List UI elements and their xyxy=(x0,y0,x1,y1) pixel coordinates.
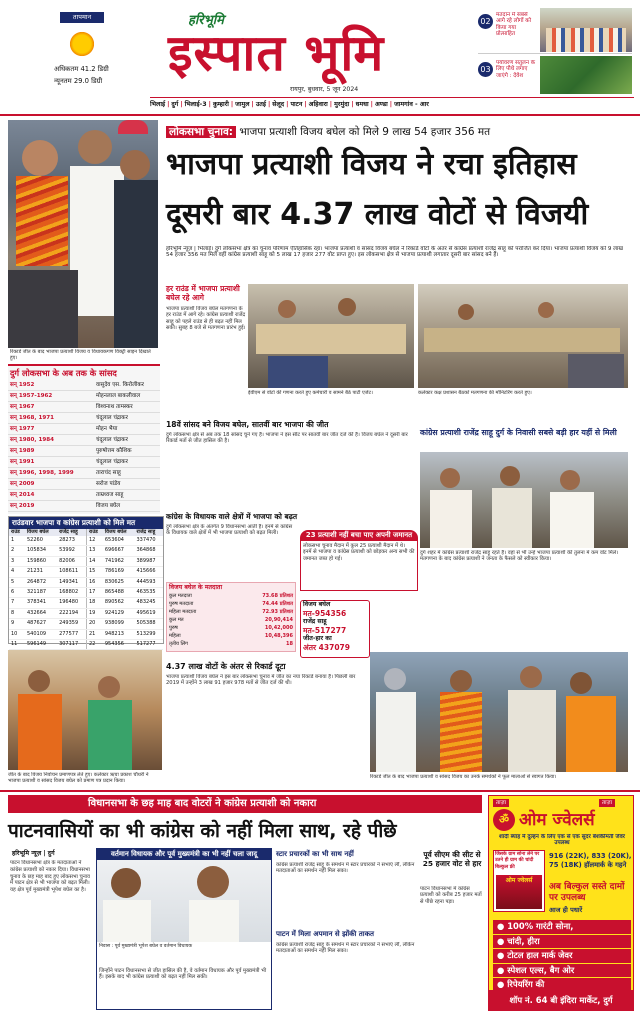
nav-rule xyxy=(150,97,634,98)
lead-photo-caption: रिकार्ड जीत के बाद भाजपा प्रत्याशी विजय व विधायकगण विक्ट्री साइन दिखाते हुए। xyxy=(10,349,151,361)
table-row xyxy=(9,629,86,639)
nav-separator: | xyxy=(208,101,211,108)
deposit-callout-text: लोकसभा चुनाव मैदान में कुल 25 प्रत्याशी मैदान में थे। इनमें से भाजपा व कांग्रेस प्रत्याशी को छोड़कर अन्य सभी की जमानत जब्त हो गई। xyxy=(300,541,418,591)
table-cell: सरोज पांडेय xyxy=(94,479,160,490)
teaser-number: 03 xyxy=(478,62,493,77)
table-cell: 21 xyxy=(87,629,103,639)
table-cell: 10,42,000 xyxy=(264,625,293,631)
table-cell: 389987 xyxy=(134,556,163,566)
table-cell: 505388 xyxy=(134,619,163,629)
kicker: लोकसभा चुनाव: xyxy=(166,126,236,138)
table-cell: पुरुषोत्तम कौशिक xyxy=(94,446,160,457)
result-box xyxy=(300,600,370,658)
weather-box xyxy=(16,12,146,104)
ad-bullet: ● चांदी, हीरा xyxy=(493,935,631,949)
bottom-col1: पाटन विधानसभा क्षेत्र के मतदाताओं ने कांग्रेस प्रत्याशी को नकार दिया। विधानसभा चुनाव के छह माह बाद हुए लोकसभा चुनाव में पाटन क्षेत्र से भी भाजपा को बढ़त मिली। यह क्षेत्र पूर्व मुख्यमंत्री भूपेश बघेल का है। xyxy=(10,860,90,894)
table-cell: सन् 1952 xyxy=(8,380,94,391)
table-row xyxy=(8,402,160,413)
table-cell: कुल मतदाता xyxy=(169,593,192,599)
ad-bullets xyxy=(493,920,631,993)
table-cell: 159860 xyxy=(25,556,57,566)
table-cell: 20,90,414 xyxy=(264,617,293,623)
table-cell: महिला मतदाता xyxy=(169,609,197,615)
nav-item[interactable]: अण्डा xyxy=(374,101,388,108)
dateline: रायपुर, बुधवार, 5 जून 2024 xyxy=(290,86,359,93)
table-cell: 513299 xyxy=(134,629,163,639)
nav-item[interactable]: पाटन xyxy=(290,101,303,108)
table-cell: 15 xyxy=(87,567,103,577)
table-header-cell: राजेंद्र साहू xyxy=(134,529,163,536)
table-row xyxy=(8,501,160,512)
certificate-caption: जीत के बाद विजय निर्वाचन प्रमाणपत्र लेते हुए। कलेक्टर ऋचा प्रकाश चौधरी ने भाजपा प्रत्याशी व सांसद विजय बघेल को प्रमाण पत्र प्रदान किया। xyxy=(8,772,149,785)
table-cell: 786169 xyxy=(103,567,135,577)
table-row xyxy=(9,640,86,650)
counting-photo-1-caption: ईवीएम से वोटों की गणना करते हुए कर्मचारी व सामने बैठे पार्टी एजेंट। xyxy=(248,390,373,396)
nav-item[interactable]: सेलूद xyxy=(272,101,285,108)
col3-head-2: पाटन में मिला अपमान से झोंकी ताकत xyxy=(276,930,374,938)
ad-offer-sub: आज ही पधारें xyxy=(549,906,583,914)
table-row xyxy=(167,600,295,608)
col4-text: पाटन विधानसभा में कांग्रेस प्रत्याशी को करीब 25 हजार मतों से पीछे रहना पड़ा। xyxy=(420,886,482,905)
table-row xyxy=(8,490,160,501)
mp-list-title: दुर्ग लोकसभा के अब तक के सांसद xyxy=(10,368,117,378)
bottom-byline: हरिभूमि न्यूज़ | दुर्ग xyxy=(12,850,55,857)
nav-item[interactable]: भिलाई-3 xyxy=(184,101,207,108)
min-temp: न्यूनतम 29.0 डिग्री xyxy=(54,77,103,85)
table-header-cell: विजय बघेल xyxy=(25,529,57,536)
col4-head: पूर्व सीएम की सीट से 25 हजार वोट से हार xyxy=(422,850,482,869)
table-cell: 7 xyxy=(9,598,25,608)
table-row xyxy=(167,632,295,640)
certificate-photo xyxy=(8,650,162,770)
lead-sub-1-text: भाजपा प्रत्याशी विजय बघेल मतगणना के हर राउंड में आगे रहे। कांग्रेस प्रत्याशी राजेंद्र साहू को पहले राउंड से ही बढ़त नहीं मिल सकी। सुबह 8 बजे से मतगणना प्रारंभ हुई। xyxy=(166,306,246,332)
counting-photo-2 xyxy=(418,284,628,388)
side-teaser-2[interactable] xyxy=(478,56,632,96)
lead-sub-2-head: 18वें सांसद बने विजय बघेल, सातवीं बार भाजपा की जीत xyxy=(166,420,329,429)
table-row xyxy=(8,380,160,391)
col3-text-2: कांग्रेस प्रत्याशी राजेंद्र साहू के समर्थन में स्टार प्रचारकों ने सभाएं लीं, लेकिन मतदाताओं का समर्थन नहीं मिल सका। xyxy=(276,942,415,955)
nav-item[interactable]: उतई xyxy=(255,101,266,108)
table-cell: महिला xyxy=(169,633,181,639)
round-table-right xyxy=(86,529,163,650)
patan-photo-caption: निवास : पूर्व मुख्यमंत्री भूपेश बघेल व वर्तमान विधायक xyxy=(99,944,193,949)
table-row xyxy=(9,546,86,556)
table-row xyxy=(8,391,160,402)
table-row xyxy=(9,598,86,608)
nav-item[interactable]: मुरमुंदा xyxy=(334,101,350,108)
table-row xyxy=(87,588,164,598)
table-cell: 653604 xyxy=(103,536,135,546)
ad-karat: 916 (22K), 833 (20K), 75 (18K) हॉलमार्क के गहने xyxy=(549,852,632,869)
table-row xyxy=(9,619,86,629)
table-row xyxy=(9,536,86,546)
table-cell: 13 xyxy=(87,546,103,556)
bottom-headline: पाटनवासियों का भी कांग्रेस को नहीं मिला साथ, रहे पीछे xyxy=(8,820,397,842)
table-cell: 82006 xyxy=(57,556,86,566)
table-cell: 924129 xyxy=(103,608,135,618)
table-cell: कुल मत xyxy=(169,617,184,623)
table-cell: 17 xyxy=(87,588,103,598)
table-header-cell: राजेंद्र साहू xyxy=(57,529,86,536)
city-nav xyxy=(150,99,634,111)
table-header-cell: राउंड xyxy=(87,529,103,536)
nav-separator: | xyxy=(167,101,170,108)
table-cell: 8 xyxy=(9,608,25,618)
table-cell: मोहनलाल बाकलीवाल xyxy=(94,391,160,402)
round-table-left xyxy=(9,529,86,650)
table-cell: 277577 xyxy=(57,629,86,639)
table-cell: विश्वनाथ तामस्कर xyxy=(94,402,160,413)
nav-separator: | xyxy=(267,101,271,108)
table-row xyxy=(167,640,295,648)
table-row xyxy=(8,435,160,446)
table-row xyxy=(9,567,86,577)
table-cell: सन् 1967 xyxy=(8,402,94,413)
patan-box-head: वर्तमान विधायक और पूर्व मुख्यमंत्री का भी नहीं चला जादू xyxy=(97,849,271,860)
table-cell: पुरुष मतदाता xyxy=(169,601,194,607)
table-cell: 415666 xyxy=(134,567,163,577)
bottom-rule xyxy=(0,790,640,792)
table-cell: 10 xyxy=(9,629,25,639)
nav-separator: | xyxy=(304,101,307,108)
table-row xyxy=(87,629,164,639)
table-cell: सन् 2019 xyxy=(8,501,94,512)
lead-intro: हरिभूमि न्यूज़ | भिलाई। दुर्ग लोकसभा क्षेत्र का चुनाव परिणाम ऐतिहासिक रहा। भाजपा प्रत्याशी व सांसद विजय बघेल ने रिकार्ड वोटों के अंतर से कांग्रेस प्रत्याशी राजेंद्र साहू को पराजित कर दिया। भाजपा प्रत्याशी विजय को 9 लाख 54 हजार 356 मत मिले वहीं कांग्रेस प्रत्याशी साहू को 5 लाख 17 हजार 277 वोट प्राप्त हुए। इस लोकसभा क्षेत्र से भाजपा प्रत्याशी लगातार दूसरी बार सांसद बने हैं। xyxy=(166,246,623,259)
table-cell: 22 xyxy=(87,640,103,650)
table-cell: 741962 xyxy=(103,556,135,566)
table-row xyxy=(87,546,164,556)
result-vijay-label: विजय बघेल xyxy=(303,601,331,608)
nav-separator: | xyxy=(286,101,289,108)
table-cell: 495619 xyxy=(134,608,163,618)
table-cell: 11 xyxy=(9,640,25,650)
table-cell: 168802 xyxy=(57,588,86,598)
side-teaser-2-text: पर्यावरण संतुलन के लिए पौधे लगाए जाएंगे : देवेश xyxy=(496,60,536,79)
round-table-title: राउंडवार भाजपा व कांग्रेस प्रत्याशी को मिले मत xyxy=(9,517,163,529)
table-row xyxy=(9,608,86,618)
lead-kicker-line xyxy=(166,124,624,140)
table-row xyxy=(87,536,164,546)
teaser-number: 02 xyxy=(478,14,493,29)
table-cell: 364868 xyxy=(134,546,163,556)
nav-separator: | xyxy=(251,101,254,108)
lead-headline-1: भाजपा प्रत्याशी विजय ने रचा इतिहास xyxy=(166,147,577,182)
table-cell: 432664 xyxy=(25,608,57,618)
table-cell: मोहन भैया xyxy=(94,424,160,435)
lead-photo-victory xyxy=(8,120,158,348)
teaser-photo-plants xyxy=(540,56,632,94)
nav-item[interactable]: भिलाई xyxy=(150,101,166,108)
table-row xyxy=(8,457,160,468)
table-cell: 307117 xyxy=(57,640,86,650)
table-cell: 19 xyxy=(87,608,103,618)
table-cell: 540109 xyxy=(25,629,57,639)
lead-sub-2-text: दुर्ग लोकसभा क्षेत्र से अब तक 18 सांसद चुने गए हैं। भाजपा ने इस सीट पर सातवीं बार जीत दर्ज की है। विजय बघेल ने दूसरी बार रिकार्ड मतों से जीत हासिल की है। xyxy=(166,432,408,445)
table-cell: 463535 xyxy=(134,588,163,598)
voter-facts-table xyxy=(167,592,295,648)
table-cell: 444593 xyxy=(134,577,163,587)
table-cell: चंदूलाल चंद्राकर xyxy=(94,435,160,446)
result-vijay-votes: मत-954356 xyxy=(303,609,347,618)
table-cell: 378341 xyxy=(25,598,57,608)
table-header-row xyxy=(9,529,86,536)
celebration-caption: रिकार्ड जीत के बाद भाजपा प्रत्याशी व सांसद विजय का उनके समर्थकों ने फूल मालाओं से स्वागत किया। xyxy=(370,774,557,780)
nav-separator: | xyxy=(230,101,234,108)
table-cell: 596149 xyxy=(25,640,57,650)
table-cell: 948213 xyxy=(103,629,135,639)
nav-separator: | xyxy=(389,101,393,108)
table-cell: 16 xyxy=(87,577,103,587)
table-cell: 249359 xyxy=(57,619,86,629)
table-cell: सन् 1989 xyxy=(8,446,94,457)
table-cell: 149341 xyxy=(57,577,86,587)
counting-photo-2-caption: कलेक्टर कक्ष प्रशासन बैठकों मतगणना की मॉनिटरिंग करते हुए। xyxy=(418,390,532,396)
table-cell: तृतीय लिंग xyxy=(169,641,188,647)
side-teaser-1[interactable] xyxy=(478,6,632,54)
voter-facts-head: विजय बघेल के मतदाता xyxy=(169,584,223,591)
ad-stock-line: जिसके ग्राम सोना लेने पर उतने ही ग्राम की चांदी बिल्कुल फ्री xyxy=(495,852,540,870)
table-row xyxy=(87,619,164,629)
ad-bullet: ● रिपेयरिंग की xyxy=(493,978,631,992)
col3-head: स्टार प्रचारकों का भी साथ नहीं xyxy=(276,850,354,858)
table-cell: 72.93 प्रतिशत xyxy=(262,609,293,615)
table-row xyxy=(8,413,160,424)
ad-top-label: ताज़ा xyxy=(493,799,509,807)
table-cell: 28273 xyxy=(57,536,86,546)
table-cell: 21231 xyxy=(25,567,57,577)
table-cell: 108611 xyxy=(57,567,86,577)
table-cell: ताराचंद साहू xyxy=(94,468,160,479)
voter-facts xyxy=(166,582,296,652)
table-cell: 1 xyxy=(9,536,25,546)
table-cell: 18 xyxy=(87,598,103,608)
table-cell: 20 xyxy=(87,619,103,629)
bottom-strap: विधानसभा के छह माह बाद वोटरों ने कांग्रेस प्रत्याशी को नकारा xyxy=(8,795,482,813)
nav-separator: | xyxy=(329,101,333,108)
table-cell: सन् 2009 xyxy=(8,479,94,490)
rajendra-photo xyxy=(420,452,628,548)
table-row xyxy=(87,598,164,608)
table-cell: 2 xyxy=(9,546,25,556)
table-cell: 5 xyxy=(9,577,25,587)
table-cell: 74.44 प्रतिशत xyxy=(262,601,293,607)
table-row xyxy=(87,556,164,566)
table-cell: 865488 xyxy=(103,588,135,598)
table-row xyxy=(8,446,160,457)
table-row xyxy=(167,624,295,632)
table-cell: 483245 xyxy=(134,598,163,608)
table-row xyxy=(8,479,160,490)
counting-photo-1 xyxy=(248,284,414,388)
table-cell: 52260 xyxy=(25,536,57,546)
table-cell: 10,48,396 xyxy=(264,633,293,639)
table-row xyxy=(87,567,164,577)
deposit-callout xyxy=(300,530,418,600)
ad-offer: अब बिल्कुल सस्ते दामों पर उपलब्ध xyxy=(549,882,625,903)
table-row xyxy=(9,577,86,587)
table-cell: 73.68 प्रतिशत xyxy=(262,593,293,599)
table-cell: सन् 1980, 1984 xyxy=(8,435,94,446)
table-cell: 487627 xyxy=(25,619,57,629)
record-text: भाजपा प्रत्याशी विजय बघेल ने इस बार लोकसभा चुनाव में जीत का नया रिकार्ड बनाया है। पिछली बार 2019 में उन्होंने 3 लाख 91 हजार 978 मतों से जीत दर्ज की थी। xyxy=(166,674,356,687)
table-row xyxy=(8,424,160,435)
table-cell: सन् 1957-1962 xyxy=(8,391,94,402)
masthead-rule xyxy=(0,114,640,116)
table-cell: 196480 xyxy=(57,598,86,608)
round-table-box xyxy=(8,516,164,648)
lead-headline-2: दूसरी बार 4.37 लाख वोटों से विजयी xyxy=(166,197,589,232)
table-row xyxy=(167,592,295,600)
patan-photo xyxy=(97,860,271,942)
table-cell: 105834 xyxy=(25,546,57,556)
record-head: 4.37 लाख वोटों के अंतर से रिकार्ड दूटा xyxy=(166,662,286,671)
ad-shop-box xyxy=(493,850,545,912)
congress-text: दुर्ग लोकसभा क्षेत्र के अंतर्गत 9 विधानसभा आती हैं। इनमें से कांग्रेस के विधायक वाले क्षेत्रों में भी भाजपा प्रत्याशी को बढ़त मिली। xyxy=(166,524,293,537)
ad-bullet: ● 100% गारंटी सोना, xyxy=(493,920,631,934)
nav-separator: | xyxy=(370,101,373,108)
table-cell: पुरुष xyxy=(169,625,178,631)
table-row xyxy=(87,577,164,587)
table-cell: 337470 xyxy=(134,536,163,546)
kicker-rest: भाजपा प्रत्याशी विजय बघेल को मिले 9 लाख 54 हजार 356 मत xyxy=(239,126,491,138)
table-cell: 4 xyxy=(9,567,25,577)
table-cell: सन् 1991 xyxy=(8,457,94,468)
table-cell: 12 xyxy=(87,536,103,546)
nav-item[interactable]: कुम्हारी xyxy=(212,101,229,108)
celebration-photo xyxy=(370,652,628,772)
table-row xyxy=(167,616,295,624)
nav-item[interactable]: जामुल xyxy=(235,101,250,108)
ad-bullet: ● टोटल हाल मार्क जेवर xyxy=(493,949,631,963)
rajendra-text: दुर्ग शहर में कांग्रेस प्रत्याशी राजेंद्र साहू रहते हैं। वहां से भी उन्हें भाजपा प्रत्याशी की तुलना में कम वोट मिले। मतगणना के बाद कांग्रेस प्रत्याशी ने जनता के फैसले को स्वीकार किया। xyxy=(420,550,619,563)
patan-box xyxy=(96,848,272,1010)
table-cell: सन् 1996, 1998, 1999 xyxy=(8,468,94,479)
ad-tagline: शादी ब्याह में दुल्हन के लिए एक से एक सुंदर बेशकीमती जेवर उपलब्ध xyxy=(499,834,625,847)
table-cell: 830625 xyxy=(103,577,135,587)
table-header-row xyxy=(87,529,164,536)
nav-item[interactable]: अहिवारा xyxy=(308,101,328,108)
deposit-callout-head: 23 प्रत्याशी नहीं बचा पाए अपनी जमानत xyxy=(300,530,418,541)
table-row xyxy=(8,468,160,479)
ad-shop-photo xyxy=(496,875,542,909)
table-row xyxy=(167,608,295,616)
table-row xyxy=(9,588,86,598)
table-header-cell: विजय बघेल xyxy=(103,529,135,536)
table-header-cell: राउंड xyxy=(9,529,25,536)
ad-shop-sign: ओम ज्वेलर्स xyxy=(505,877,533,884)
table-cell: सन् 1977 xyxy=(8,424,94,435)
table-cell: 3 xyxy=(9,556,25,566)
table-cell: 321187 xyxy=(25,588,57,598)
masthead-title: इस्पात भूमि xyxy=(168,24,385,82)
table-cell: 6 xyxy=(9,588,25,598)
patan-box-text: जिन्होंने पाटन विधानसभा से जीत हासिल की है, वे वर्तमान विधायक और पूर्व मुख्यमंत्री भी हैं। इसके बाद भी कांग्रेस प्रत्याशी को बढ़त नहीं मिल सकी। xyxy=(99,968,267,981)
table-row xyxy=(87,608,164,618)
result-rajendra-votes: मत-517277 xyxy=(303,626,347,635)
table-cell: 938099 xyxy=(103,619,135,629)
table-cell: सन् 2014 xyxy=(8,490,94,501)
table-cell: 264872 xyxy=(25,577,57,587)
mp-list-table xyxy=(8,380,160,512)
ad-address: शॉप नं. 64 बी इंदिरा मार्केट, दुर्ग xyxy=(489,990,633,1010)
ad-brand: ओम ज्वेलर्स xyxy=(519,810,595,830)
rajendra-head: कांग्रेस प्रत्याशी राजेंद्र साहू दुर्ग के निवासी सबसे बड़ी हार यहीं से मिली xyxy=(420,428,617,437)
table-cell: वासुदेव एस. किरोलीकर xyxy=(94,380,160,391)
table-cell: विजय बघेल xyxy=(94,501,160,512)
result-rajendra-label: राजेंद्र साहू xyxy=(303,618,327,625)
table-cell: 696667 xyxy=(103,546,135,556)
ad-top-label-2: ताज़ा xyxy=(599,799,615,807)
mp-list-box xyxy=(8,364,160,514)
table-cell: चंदूलाल चंद्राकर xyxy=(94,457,160,468)
table-cell: सन् 1968, 1971 xyxy=(8,413,94,424)
sun-icon xyxy=(68,30,96,58)
table-row xyxy=(9,556,86,566)
table-cell: 9 xyxy=(9,619,25,629)
max-temp: अधिकतम 41.2 डिग्री xyxy=(54,65,109,73)
weather-label: तापमान xyxy=(60,12,104,23)
result-margin: अंतर 437079 xyxy=(303,643,350,652)
table-cell: 18 xyxy=(286,641,293,647)
table-cell: 222194 xyxy=(57,608,86,618)
table-cell: 890562 xyxy=(103,598,135,608)
table-cell: चंदूलाल चंद्राकर xyxy=(94,413,160,424)
teaser-photo-group xyxy=(540,8,632,52)
ad-bullet: ● स्पेशल एल्स, बैग ओर xyxy=(493,964,631,978)
congress-head: कांग्रेस के विधायक वाले क्षेत्रों में भाजपा को बढ़त xyxy=(166,512,298,521)
table-cell: 517277 xyxy=(134,640,163,650)
col3-text: कांग्रेस प्रत्याशी राजेंद्र साहू के समर्थन में स्टार प्रचारकों ने सभाएं लीं, लेकिन मतदाताओं का समर्थन नहीं मिल सका। xyxy=(276,862,415,875)
nav-item[interactable]: दुर्ग xyxy=(171,101,179,108)
nav-separator: | xyxy=(180,101,183,108)
nav-item[interactable]: धमधा xyxy=(355,101,369,108)
nav-separator: | xyxy=(351,101,354,108)
ad-logo-icon: ॐ xyxy=(493,809,515,831)
result-margin-label: जीत-हार का xyxy=(303,635,332,642)
side-teaser-1-text: मतदान में सबसे आगे रहे लोगों को किया गया प्रोत्साहित xyxy=(496,12,532,38)
brand-small: हरिभूमि xyxy=(188,13,224,28)
table-cell: ताम्रध्वज साहू xyxy=(94,490,160,501)
om-jewellers-ad[interactable] xyxy=(488,795,634,1011)
table-row xyxy=(87,640,164,650)
nav-item[interactable]: जामगांव - आर xyxy=(394,101,429,108)
lead-sub-1-head: हर राउंड में भाजपा प्रत्याशी बघेल रहे आगे xyxy=(166,284,240,302)
table-cell: 954356 xyxy=(103,640,135,650)
table-cell: 53992 xyxy=(57,546,86,556)
table-cell: 14 xyxy=(87,556,103,566)
